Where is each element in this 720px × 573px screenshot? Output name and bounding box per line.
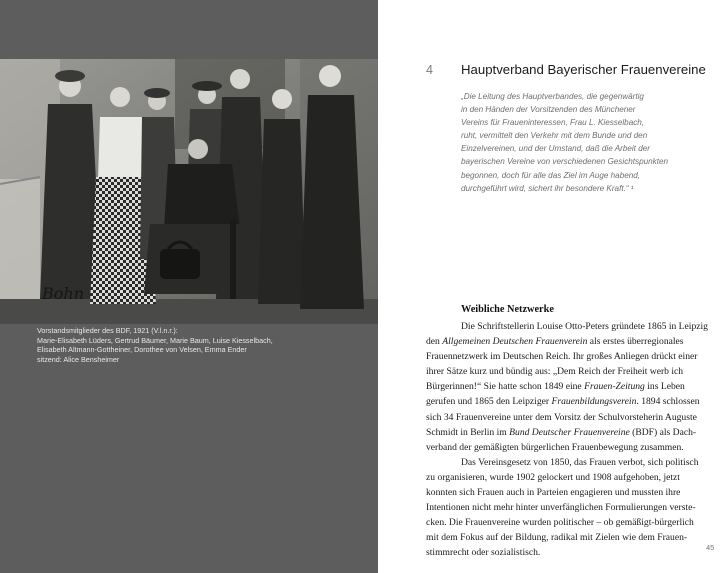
quote-line: begonnen, doch für alle das Ziel im Auge habend, — [461, 170, 641, 180]
group-portrait-photo — [0, 59, 378, 324]
body-line: Die Schriftstellerin Louise Otto-Peters gründete 1865 in Leipzig — [461, 321, 708, 332]
body-line: konnten sich Frauen auch in Parteien engagieren und mussten ihre — [426, 487, 681, 499]
quote-line: bayerischen Vereine von verschiedenen Gesichtspunkten — [461, 157, 669, 167]
quote-line: Vereins für Fraueninteressen, Frau L. Kiesselbach, — [461, 118, 645, 128]
quote-line: durchgeführt wird, sichert ihr besondere Kraft.“ ¹ — [461, 183, 634, 193]
body-line: Frauennetzwerk im Deutschen Reich. Ihr großes Anliegen drückt einer — [426, 351, 698, 363]
body-line: cken. Die Frauenvereine wurden politischer – ob gemäßigt-bürgerlich — [426, 517, 694, 529]
body-line: ihrer Sätze kurz und bündig aus: „Dem Reich der Freiheit werb ich — [426, 366, 684, 378]
body-text — [426, 319, 716, 561]
chapter-title: Hauptverband Bayerischer Frauenvereine — [461, 62, 706, 77]
body-line: Das Vereinsgesetz von 1850, das Frauen verbot, sich politisch — [461, 456, 699, 468]
caption-line: Vorstandsmitglieder des BDF, 1921 (V.l.n.r.): — [37, 326, 178, 335]
body-line: stimmrecht oder sozialistisch. — [426, 547, 541, 559]
caption-line: Marie-Elisabeth Lüders, Gertrud Bäumer, Marie Baum, Luise Kiesselbach, — [37, 335, 273, 345]
body-line: den Allgemeinen Deutschen Frauenverein als erstes überregionales — [426, 336, 684, 348]
body-line: verband der gemäßigten bürgerlichen Frauenbewegung zusammen. — [426, 441, 684, 453]
quote-line: ruht, vermittelt den Verkehr mit dem Bunde und den — [461, 131, 648, 141]
quote-line: Einzelvereinen, und der Umstand, daß die Arbeit der — [461, 144, 650, 154]
caption-line: Elisabeth Altmann-Gottheiner, Dorothee von Velsen, Emma Ender — [37, 345, 247, 355]
emphasis: Allgemeinen Deutschen Frauenverein — [442, 336, 588, 348]
page-number: 45 — [706, 543, 715, 552]
body-line: mit dem Fokus auf der Bildung, radikal mit Zielen wie dem Frauen- — [426, 532, 688, 544]
photo-illustration — [0, 59, 378, 324]
chapter-epigraph-quote — [461, 90, 711, 195]
quote-line: „Die Leitung des Hauptverbandes, die gegenwärtig — [461, 92, 644, 101]
chapter-number: 4 — [426, 63, 433, 77]
body-line: Schmidt in Berlin im Bund Deutscher Frauenvereine (BDF) als Dach- — [426, 426, 697, 438]
photo-signature: Bohn — [42, 284, 84, 303]
body-line: sich 34 Frauenvereine unter dem Vorsitz der Schulvorsteherin Auguste — [426, 411, 697, 423]
emphasis: Bund Deutscher Frauenvereine — [509, 426, 630, 438]
body-line: gerufen und 1865 den Leipziger Frauenbildungsverein. 1894 schlossen — [426, 396, 700, 408]
body-line: Bürgerinnen!“ Sie hatte schon 1849 eine Frauen-Zeitung ins Leben — [426, 381, 685, 393]
section-heading: Weibliche Netzwerke — [461, 304, 554, 315]
quote-line: in den Händen der Vorsitzenden des Münchener — [461, 105, 636, 115]
caption-line: sitzend: Alice Bensheimer — [37, 354, 120, 364]
body-line: zu organisieren, wurde 1902 gelockert und 1908 aufgehoben, jetzt — [426, 471, 680, 483]
emphasis: Frauenbildungsverein — [551, 396, 637, 408]
photo-caption — [37, 326, 367, 364]
body-line: Intentionen nicht mehr hinter unverfänglichen Formulierungen verste- — [426, 502, 696, 514]
emphasis: Frauen-Zeitung — [584, 381, 645, 393]
